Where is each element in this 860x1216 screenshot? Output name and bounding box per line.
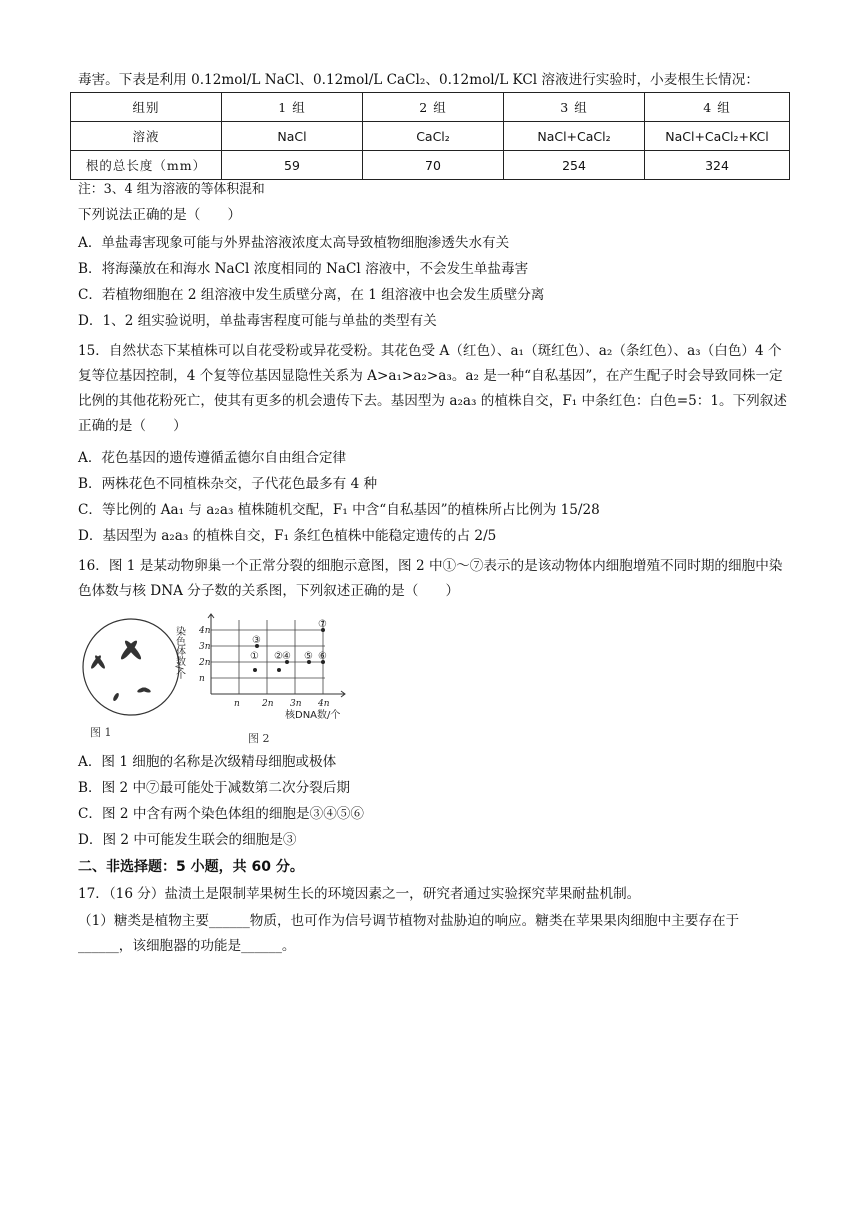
fig2-data-point — [277, 668, 281, 672]
table-cell: NaCl+CaCl₂+KCl — [645, 122, 790, 151]
fig2-point-label: ⑤ — [304, 651, 313, 662]
table-cell: 3 组 — [504, 93, 645, 122]
table-note: 注：3、4 组为溶液的等体积混和 — [78, 182, 265, 197]
table-cell: 324 — [645, 151, 790, 180]
fig2-y-axis-label: 染色体数/个 — [173, 626, 185, 680]
q15-option-c: C．等比例的 Aa₁ 与 a₂a₃ 植株随机交配，F₁ 中含“自私基因”的植株所占比例为 15/28 — [78, 502, 600, 518]
table-cell: CaCl₂ — [363, 122, 504, 151]
q16-option-c: C．图 2 中含有两个染色体组的细胞是③④⑤⑥ — [78, 806, 364, 822]
table-cell: 4 组 — [645, 93, 790, 122]
fig2-y-tick: 4n — [199, 626, 211, 636]
fig2-point-label: ④ — [282, 651, 291, 662]
fig2-point-label: ⑥ — [318, 651, 327, 662]
q17-stem: 17．（16 分）盐渍土是限制苹果树生长的环境因素之一，研究者通过实验探究苹果耐盐机制。 — [78, 886, 641, 902]
figure-2-graph — [175, 612, 355, 722]
q14-option-d: D．1、2 组实验说明，单盐毒害程度可能与单盐的类型有关 — [78, 313, 437, 329]
table-row — [71, 93, 790, 122]
row-label: 根的总长度（mm） — [71, 151, 222, 180]
fig2-point-label: ③ — [252, 635, 261, 646]
table-cell: 59 — [222, 151, 363, 180]
fig2-x-tick: n — [234, 699, 240, 709]
table-cell: 1 组 — [222, 93, 363, 122]
root-growth-table — [70, 92, 790, 180]
fig2-point-label: ② — [274, 651, 283, 662]
q16-stem: 16．图 1 是某动物卵巢一个正常分裂的细胞示意图，图 2 中①～⑦表示的是该动物体内细胞增殖不同时期的细胞中染色体数与核 DNA 分子数的关系图，下列叙述正确的是（ ） — [78, 558, 783, 599]
fig2-data-point — [253, 668, 257, 672]
q16-option-b: B．图 2 中⑦最可能处于减数第二次分裂后期 — [78, 780, 350, 796]
q15-option-d: D．基因型为 a₂a₃ 的植株自交，F₁ 条红色植株中能稳定遗传的占 2/5 — [78, 528, 497, 544]
q14-option-c: C．若植物细胞在 2 组溶液中发生质壁分离，在 1 组溶液中也会发生质壁分离 — [78, 287, 545, 303]
figure-1-cell — [76, 612, 186, 732]
table-cell: 70 — [363, 151, 504, 180]
fig2-y-tick: n — [199, 674, 205, 684]
table-cell: 2 组 — [363, 93, 504, 122]
row-label: 溶液 — [71, 122, 222, 151]
q15-option-a: A．花色基因的遗传遵循孟德尔自由组合定律 — [78, 450, 347, 466]
fig2-point-label: ① — [250, 651, 259, 662]
row-label: 组别 — [71, 93, 222, 122]
section-2-heading: 二、非选择题：5 小题，共 60 分。 — [78, 859, 304, 875]
q14-option-a: A．单盐毒害现象可能与外界盐溶液浓度太高导致植物细胞渗透失水有关 — [78, 235, 510, 251]
fig2-point-label: ⑦ — [318, 619, 327, 630]
fig2-x-tick: 2n — [262, 699, 274, 709]
figure-1-caption: 图 1 — [90, 726, 112, 739]
intro-text: 毒害。下表是利用 0.12mol/L NaCl、0.12mol/L CaCl₂、0.12mol/L KCl 溶液进行实验时，小麦根生长情况： — [78, 72, 759, 88]
table-cell: NaCl+CaCl₂ — [504, 122, 645, 151]
figure-2-caption: 图 2 — [248, 732, 270, 745]
q16-option-a: A．图 1 细胞的名称是次级精母细胞或极体 — [78, 754, 337, 770]
table-row — [71, 122, 790, 151]
table-cell: NaCl — [222, 122, 363, 151]
fig2-x-tick: 3n — [290, 699, 302, 709]
q15-option-b: B．两株花色不同植株杂交，子代花色最多有 4 种 — [78, 476, 378, 492]
fig2-y-tick: 3n — [199, 642, 211, 652]
table-row — [71, 151, 790, 180]
fig2-y-tick: 2n — [199, 658, 211, 668]
q14-stem: 下列说法正确的是（ ） — [78, 207, 242, 223]
q15-stem: 15．自然状态下某植株可以自花受粉或异花受粉。其花色受 A（红色）、a₁（斑红色）、a₂（条红色）、a₃（白色）4 个复等位基因控制，4 个复等位基因显隐性关系为 A>a₁>a₂>a₃。a₂ 是一种“自私基因”，在产生配子时会导致同株一定比例的其他花粉死亡，使其有更多的机会遗传下去。基因型为 a₂a₃ 的植株自交，F₁ 中条红色：白色=5：1。下列叙述正确的是（ ） — [78, 343, 787, 434]
table-cell: 254 — [504, 151, 645, 180]
fig2-x-tick: 4n — [318, 699, 330, 709]
q17-sub-1: （1）糖类是植物主要______物质，也可作为信号调节植物对盐胁迫的响应。糖类在苹果果肉细胞中主要存在于______，该细胞器的功能是______。 — [78, 913, 740, 954]
fig2-x-axis-label: 核DNA数/个 — [285, 710, 341, 721]
q16-option-d: D．图 2 中可能发生联会的细胞是③ — [78, 832, 297, 848]
q14-option-b: B．将海藻放在和海水 NaCl 浓度相同的 NaCl 溶液中，不会发生单盐毒害 — [78, 261, 529, 277]
